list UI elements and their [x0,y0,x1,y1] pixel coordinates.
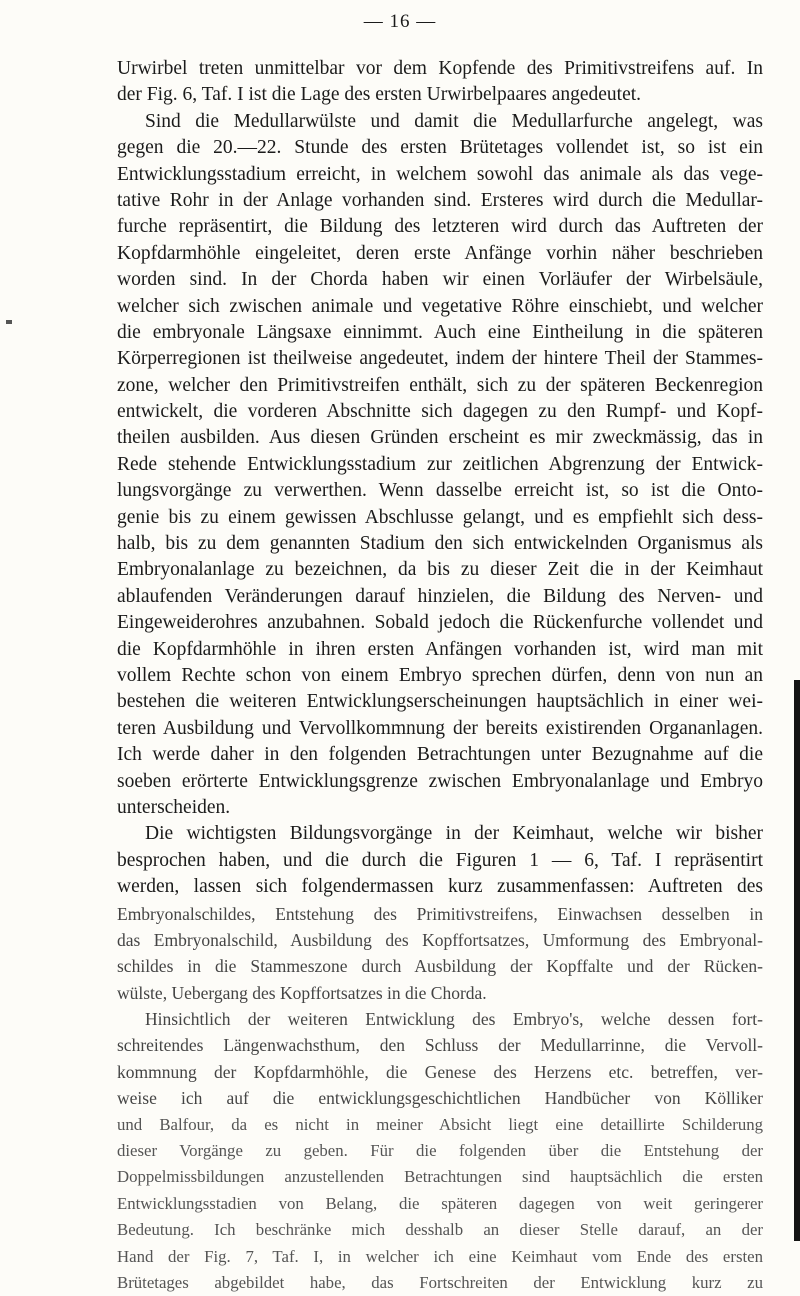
text-line: die embryonale Längsaxe einnimmt. Auch eine Eintheilung in die späteren [117,321,763,343]
text-line: vollem Rechte schon von einem Embryo sprechen dürfen, denn von nun an [117,664,763,686]
text-line: gegen die 20.—22. Stunde des ersten Brütetages vollendet ist, so ist ein [117,137,763,159]
text-line: Embryonalanlage zu bezeichnen, da bis zu dieser Zeit die in der Keimhaut [117,559,763,581]
text-line: Bedeutung. Ich beschränke mich desshalb an dieser Stelle darauf, an der [117,1220,763,1240]
text-line: Embryonalschildes, Entstehung des Primitivstreifens, Einwachsen desselben in [117,903,763,924]
text-line: Brütetages abgebildet habe, das Fortschreiten der Entwicklung kurz zu [117,1272,763,1292]
text-line: der Fig. 6, Taf. I ist die Lage des ersten Urwirbelpaares angedeutet. [117,84,642,106]
text-line: Körperregionen ist theilweise angedeutet, indem der hintere Theil der Stammes- [117,348,763,370]
text-line: Sind die Medullarwülste und damit die Medullarfurche angelegt, was [145,110,763,132]
text-line: teren Ausbildung und Vervollkommnung der bereits existirenden Organanlagen. [117,717,763,739]
text-line: dieser Vorgänge zu geben. Für die folgenden über die Entstehung der [117,1141,763,1161]
page-edge-shadow [794,680,800,1241]
text-line: genie bis zu einem gewissen Abschlusse gelangt, und es empfiehlt sich dess- [117,506,763,528]
text-line: unterscheiden. [117,796,231,818]
text-line: welcher sich zwischen animale und vegetative Röhre einschiebt, und welcher [117,295,763,317]
text-line: entwickelt, die vorderen Abschnitte sich dagegen zu den Rumpf- und Kopf- [117,401,763,423]
text-line: kommnung der Kopfdarmhöhle, die Genese des Herzens etc. betreffen, ver- [117,1061,763,1082]
text-line: schreitendes Längenwachsthum, den Schluss der Medullarrinne, die Vervoll- [117,1035,763,1056]
text-line: wülste, Uebergang des Kopffortsatzes in die Chorda. [117,982,487,1003]
text-line: besprochen haben, und die durch die Figuren 1 — 6, Taf. I repräsentirt [117,849,763,871]
text-line: Ich werde daher in den folgenden Betrachtungen unter Bezugnahme auf die [117,744,763,766]
margin-mark [6,320,12,324]
text-line: zone, welcher den Primitivstreifen enthält, sich zu der späteren Beckenregion [117,374,763,396]
text-line: ablaufenden Veränderungen darauf hinzielen, die Bildung des Nerven- und [117,585,763,607]
text-line: Die wichtigsten Bildungsvorgänge in der Keimhaut, welche wir bisher [145,823,763,845]
text-line: Hand der Fig. 7, Taf. I, in welcher ich eine Keimhaut vom Ende des ersten [117,1246,763,1266]
text-line: Urwirbel treten unmittelbar vor dem Kopfende des Primitivstreifens auf. In [117,58,763,79]
text-line: und Balfour, da es nicht in meiner Absicht liegt eine detaillirte Schilderung [117,1114,763,1134]
text-line: weise ich auf die entwicklungsgeschichtlichen Handbücher von Kölliker [117,1088,763,1109]
text-line: theilen ausbilden. Aus diesen Gründen erscheint es mir zweckmässig, das in [117,427,763,449]
page-number: — 16 — [363,11,437,32]
text-line: Hinsichtlich der weiteren Entwicklung des Embryo's, welche dessen fort- [145,1009,763,1030]
text-line: Rede stehende Entwicklungsstadium zur zeitlichen Abgrenzung der Entwick- [117,453,763,475]
text-line: das Embryonalschild, Ausbildung des Kopffortsatzes, Umformung des Embryonal- [117,929,763,950]
text-line: Kopfdarmhöhle eingeleitet, deren erste Anfänge vorhin näher beschrieben [117,242,763,264]
text-line: die Kopfdarmhöhle in ihren ersten Anfängen vorhanden ist, wird man mit [117,638,763,660]
text-line: lungsvorgänge zu verwerthen. Wenn dasselbe erreicht ist, so ist die Onto- [117,480,763,502]
text-line: bestehen die weiteren Entwicklungserscheinungen hauptsächlich in einer wei- [117,691,763,713]
text-line: halb, bis zu dem genannten Stadium den sich entwickelnden Organismus als [117,533,763,555]
text-line: worden sind. In der Chorda haben wir einen Vorläufer der Wirbelsäule, [117,269,763,291]
body-text [117,56,763,1296]
text-line: furche repräsentirt, die Bildung des letzteren wird durch das Auftreten der [117,216,763,238]
text-line: tative Rohr in der Anlage vorhanden sind. Ersteres wird durch die Medullar- [117,189,763,211]
text-line: Entwicklungsstadien von Belang, die späteren dagegen von weit geringerer [117,1193,763,1213]
text-line: soeben erörterte Entwicklungsgrenze zwischen Embryonalanlage und Embryo [117,770,763,792]
text-line: schildes in die Stammeszone durch Ausbildung der Kopffalte und der Rücken- [117,956,763,977]
text-line: werden, lassen sich folgendermassen kurz zusammenfassen: Auftreten des [117,876,763,898]
text-line: Eingeweiderohres anzubahnen. Sobald jedoch die Rückenfurche vollendet und [117,612,763,634]
text-line: Doppelmissbildungen anzustellenden Betrachtungen sind hauptsächlich die ersten [117,1167,763,1187]
text-line: Entwicklungsstadium erreicht, in welchem sowohl das animale als das vege- [117,163,763,185]
